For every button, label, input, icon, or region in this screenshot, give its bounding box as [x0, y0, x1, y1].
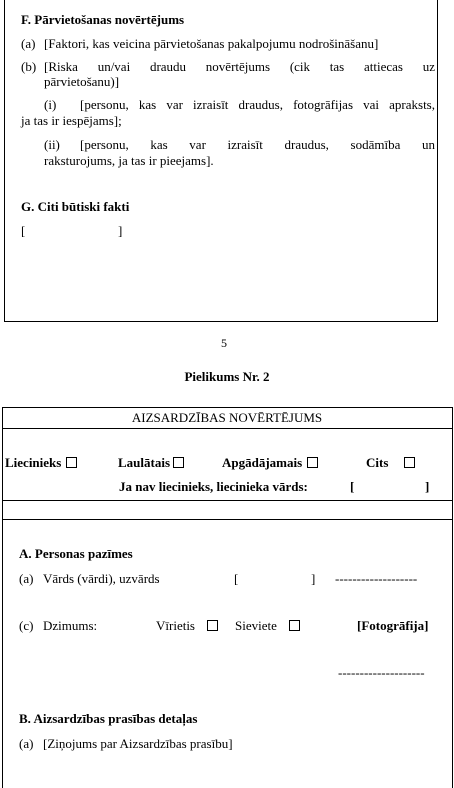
- option-dependant-label: Apgādājamais: [222, 455, 303, 470]
- section-a-c-marker: (c): [19, 618, 34, 633]
- full-name-label: Vārds (vārdi), uzvārds: [43, 571, 160, 586]
- section-g-heading: G. Citi būtiski fakti: [21, 199, 130, 214]
- option-witness-label: Liecinieks: [5, 455, 62, 470]
- gender-female-label: Sieviete: [235, 618, 277, 633]
- section-a-a-marker: (a): [19, 571, 34, 586]
- section-f-i-marker: (i): [44, 97, 57, 112]
- spouse-checkbox[interactable]: [173, 457, 184, 468]
- gender-female: [235, 619, 300, 632]
- witness-name-close-bracket: ]: [425, 479, 430, 494]
- gender-male: [156, 619, 218, 632]
- section-f-i-text-line2: ja tas ir iespējams];: [21, 113, 122, 128]
- male-checkbox[interactable]: [207, 620, 218, 631]
- option-spouse: [118, 456, 184, 469]
- dependant-checkbox[interactable]: [307, 457, 318, 468]
- section-b-heading: B. Aizsardzības prasības detaļas: [19, 711, 198, 726]
- section-f-ii-text-line2: raksturojums, ja tas ir pieejams].: [44, 153, 214, 168]
- form-divider-3: [2, 519, 452, 520]
- section-f-a-text: [Faktori, kas veicina pārvietošanas pakalpojumu nodrošināšanu]: [44, 36, 379, 51]
- section-f-ii-text-line1: [personu, kas var izraisīt draudus, sodāmība un: [80, 137, 435, 152]
- female-checkbox[interactable]: [289, 620, 300, 631]
- section-f-ii-marker: (ii): [44, 137, 60, 152]
- other-checkbox[interactable]: [404, 457, 415, 468]
- full-name-open-bracket: [: [234, 571, 239, 586]
- photo-label: [Fotogrāfija]: [357, 618, 429, 633]
- option-witness: [5, 456, 77, 469]
- witness-name-open-bracket: [: [350, 479, 355, 494]
- section-f-i-text-line1: [personu, kas var izraisīt draudus, fotogrāfijas vai apraksts,: [80, 97, 435, 112]
- gender-male-label: Vīrietis: [156, 618, 195, 633]
- section-f-b-text-line2: pārvietošanu)]: [44, 74, 120, 89]
- section-f-b-marker: (b): [21, 59, 37, 74]
- protection-request-text: [Ziņojums par Aizsardzības prasību]: [43, 736, 233, 751]
- full-name-dashes: -------------------: [335, 571, 418, 586]
- form-divider-2: [2, 500, 452, 501]
- option-other: [366, 456, 415, 469]
- photo-dashes: --------------------: [338, 665, 425, 680]
- section-f-heading: F. Pārvietošanas novērtējums: [21, 12, 185, 27]
- annex-title: Pielikums Nr. 2: [184, 369, 270, 384]
- form-divider-1: [2, 428, 452, 429]
- option-other-label: Cits: [366, 455, 389, 470]
- section-f-a-marker: (a): [21, 36, 36, 51]
- witness-name-label: Ja nav liecinieks, liecinieka vārds:: [119, 479, 308, 494]
- section-f-b-text-line1: [Riska un/vai draudu novērtējums (cik tas attiecas uz: [44, 59, 435, 74]
- form-title: AIZSARDZĪBAS NOVĒRTĒJUMS: [131, 410, 323, 425]
- page-number: 5: [221, 336, 227, 350]
- option-dependant: [222, 456, 318, 469]
- section-a-heading: A. Personas pazīmes: [19, 546, 133, 561]
- option-spouse-label: Laulātais: [118, 455, 171, 470]
- section-b-a-marker: (a): [19, 736, 34, 751]
- gender-label: Dzimums:: [43, 618, 98, 633]
- witness-checkbox[interactable]: [66, 457, 77, 468]
- full-name-close-bracket: ]: [311, 571, 316, 586]
- section-g-close-bracket: ]: [118, 223, 123, 238]
- section-g-open-bracket: [: [21, 223, 26, 238]
